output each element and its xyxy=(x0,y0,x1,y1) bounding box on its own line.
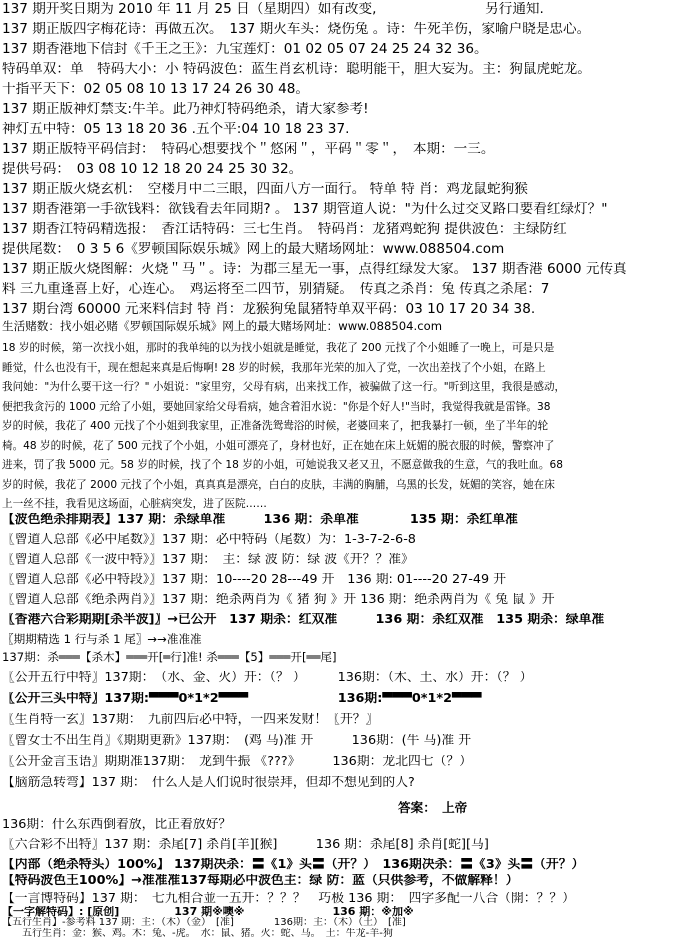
special-code-line: 特码单双：单 特码大小：小 特码波色：蓝生肖玄机诗：聪明能干，胆大妄为。主：狗鼠虎蛇龙。 xyxy=(2,62,591,77)
lamp-ban-line: 137 期正版神灯禁支:牛羊。此乃神灯特码绝杀，请大家参考! xyxy=(2,102,369,117)
lamp-five-line: 神灯五中特：05 13 18 20 36 .五个平:04 10 18 23 37. xyxy=(2,122,350,137)
internal-kill-line: 【内部（绝杀特头）100%】 137期决杀：〓《1》头〓（开？） 136期决杀：〓《3》头〓（开？） xyxy=(2,858,585,872)
story-line: 便把我贪污的 1000 元给了小姐，要她回家给父母看病，她含着泪水说："你是个好人!"当时，我觉得我就是雷锋。38 xyxy=(2,400,551,413)
fire-diagram-line: 137 期正版火烧图解：火烧＂马＂。诗：为郡三星无一事，点得红绿发大家。 137 期香港 6000 元传真 xyxy=(2,262,627,277)
brain-teaser-line: 【脑筋急转弯】137 期： 什么人是人们说时很崇拜，但却不想见到的人? xyxy=(2,776,415,790)
one-word-line: 【一言博特码】137 期： 七九相合並一五开：？？？ 巧极 136 期： 四字多配一八合（開：？？） xyxy=(2,892,575,906)
five-elements-line: 〖公开五行中特〗137期： （水、金、火）开：（？ ） 136期：（木、土、水）开：（？ ） xyxy=(2,671,533,685)
story-line: 上一丝不挂，我看见这场面，心脏病突发，进了医院…… xyxy=(2,498,267,510)
half-wave-line: 〖香港六合彩期期[杀半波]〗→已公开 137 期杀：红双准 136 期：杀红双准 135 期杀：绿单准 xyxy=(2,613,605,627)
ms-zeng-line: 〖曾女士不出生肖〗《期期更新》137期： (鸡 马)准 开 136期：(牛 马)准 开 xyxy=(2,734,471,748)
gambling-ad-line: 生活赌数：找小姐必赌《罗顿国际娱乐城》网上的最大赌场网址：www.088504.com xyxy=(2,320,442,333)
kill-wood-line: 137期：杀═══【杀木】═══开[═行]准! 杀═══【5】═══开[══尾] xyxy=(2,651,337,664)
kill-two-line: 〖曾道人总部《绝杀两肖》〗137 期：绝杀两肖为《 猪 狗 》开 136 期：绝杀两肖为《 兔 鼠 》开 xyxy=(2,593,555,607)
five-elements-zodiac-line: 【五行生肖】-参考料 137 期：主：（木）（金） [准] 136期：主：（木）（土） [准] xyxy=(2,917,406,928)
story-line: 睡觉，什么也没有干，现在想起来真是后悔啊! 28 岁的时候，我那年光荣的加入了党，一次出差找了个小姐，在路上 xyxy=(2,361,546,374)
tail-number-line: 〖曾道人总部《必中尾数》〗137 期：必中特码（尾数）为：1-3-7-2-6-8 xyxy=(2,533,416,547)
story-paragraph xyxy=(2,339,686,515)
story-line: 我问她："为什么要干这一行？" 小姐说："家里穷，父母有病，出来找工作，被骗做了这一行。"听到这里，我很是感动， xyxy=(2,381,566,393)
answer-text: 答案： 上帝 xyxy=(398,800,468,815)
fire-riddle-line: 137 期正版火烧玄机： 空楼月中二三眼，四面八方一面行。 特单 特 肖：鸡龙鼠蛇狗猴 xyxy=(2,182,528,197)
three-heads-line: 〖公开三头中特〗137期:▀▀▀0*1*2▀▀▀ 136期:▀▀▀0*1*2▀▀▀ xyxy=(2,692,482,706)
hk-first-hand-line: 137 期香港第一手欲钱料：欲钱看去年同期? 。 137 期管道人说："为什么过交叉路口要看红绿灯？" xyxy=(2,202,608,217)
ten-fingers-line: 十指平天下：02 05 08 10 13 17 24 26 30 48。 xyxy=(2,82,310,97)
draw-date-line: 137 期开奖日期为 2010 年 11 月 25 日（星期四）如有改变, 另行通知. xyxy=(2,2,544,17)
zodiac-mystery-line: 〖生肖特一玄〗137期： 九前四后必中特，一四来发财！〖开？〗 xyxy=(2,713,379,727)
story-line: 18 岁的时候，第一次找小姐，那时的我单纯的以为找小姐就是睡觉，我花了 200 元找了个小姐睡了一晚上，可是只是 xyxy=(2,342,555,354)
fax-line: 料 三九重逢喜上好，心连心。 鸡运将至二四节，别猜疑。 传真之杀肖：兔 传真之杀尾：7 xyxy=(2,282,550,297)
golden-words-line: 〖公开金言玉语〗期期准137期： 龙到牛振 《???》 136期：龙北四七（？） xyxy=(2,755,472,769)
story-line: 进来，罚了我 5000 元。58 岁的时候，找了个 18 岁的小姐，可她说我又老又丑，不愿意做我的生意，气的我吐血。68 xyxy=(2,459,563,471)
story-line: 岁的时候，我花了 400 元找了个小姐到我家里，正准备洗鸳鸯浴的时候，老婆回来了，把我暴打一顿，坐了半年的轮 xyxy=(2,420,549,432)
taiwan-envelope-line: 137 期台湾 60000 元来料信封 特 肖：龙猴狗兔鼠猪特单双平码：03 10 17 20 34 38. xyxy=(2,302,536,317)
segment-line: 〖曾道人总部《必中特段》〗137 期：10----20 28---49 开 136 期: 01----20 27-49 开 xyxy=(2,573,507,587)
single-char-line: 【一字解特码】: [原创] 137 期※噢※ 136 期：※加※ xyxy=(2,906,414,918)
teaser-136-line: 136期：什么东西倒着放，比正着放好？ xyxy=(2,818,232,832)
story-line: 椅。48 岁的时候，花了 500 元找了个小姐，小姐可漂亮了，身材也好，正在她在床上妩媚的脱衣服的时候，警察冲了 xyxy=(2,439,555,452)
flat-code-envelope-line: 137 期正版特平码信封： 特码心想要找个＂悠闲＂，平码＂零＂， 本期：一三。 xyxy=(2,142,495,157)
no-special-line: 〖六合彩不出特〗137 期：杀尾[7] 杀肖[羊][猴] 136 期：杀尾[8] 杀肖[蛇][马] xyxy=(2,838,489,852)
provided-numbers-line: 提供号码： 03 08 10 12 18 20 24 25 30 32。 xyxy=(2,162,303,177)
story-line: 岁的时候，我花了 2000 元找了个小姐，真真真是漂亮，白白的皮肤，丰满的胸脯，乌黑的长发，妩媚的笑容，她在床 xyxy=(2,478,555,491)
hk-envelope-line: 137 期香港地下信封《千王之王》：九宝莲灯：01 02 05 07 24 25 24 32 36。 xyxy=(2,42,488,57)
wave-color-table-line: 【波色绝杀排期表】137 期：杀绿单准 136 期：杀单准 135 期：杀红单准 xyxy=(2,513,518,527)
select-row-line: 〖期期精选 1 行与杀 1 尾〗→→准准准 xyxy=(2,633,202,646)
four-char-poem-line: 137 期正版四字梅花诗：再做五次。 137 期火车头：烧伤兔 。诗：牛死羊伤，家喻户晓是忠心。 xyxy=(2,22,591,37)
one-wave-line: 〖曾道人总部《一波中特》〗137 期： 主：绿 波 防：绿 波《开？？准》 xyxy=(2,553,414,567)
hongkong-river-line: 137 期香江特码精选报： 香江话特码：三七生肖。 特码肖：龙猪鸡蛇狗 提供波色：主绿防红 xyxy=(2,222,567,237)
wave-king-line: 【特码波色王100%】→准准准137每期必中波色主：绿 防：蓝（只供参考，不做解释！） xyxy=(2,874,519,888)
tail-numbers-line: 提供尾数： 0 3 5 6《罗顿国际娱乐城》网上的最大赌场网址：www.088504.com xyxy=(2,242,505,257)
five-elements-list-line: 五行生肖：金：猴、鸡。木：兔、-虎。 水：鼠、猪。火：蛇、马。 土：牛龙-羊-狗 xyxy=(2,928,393,939)
